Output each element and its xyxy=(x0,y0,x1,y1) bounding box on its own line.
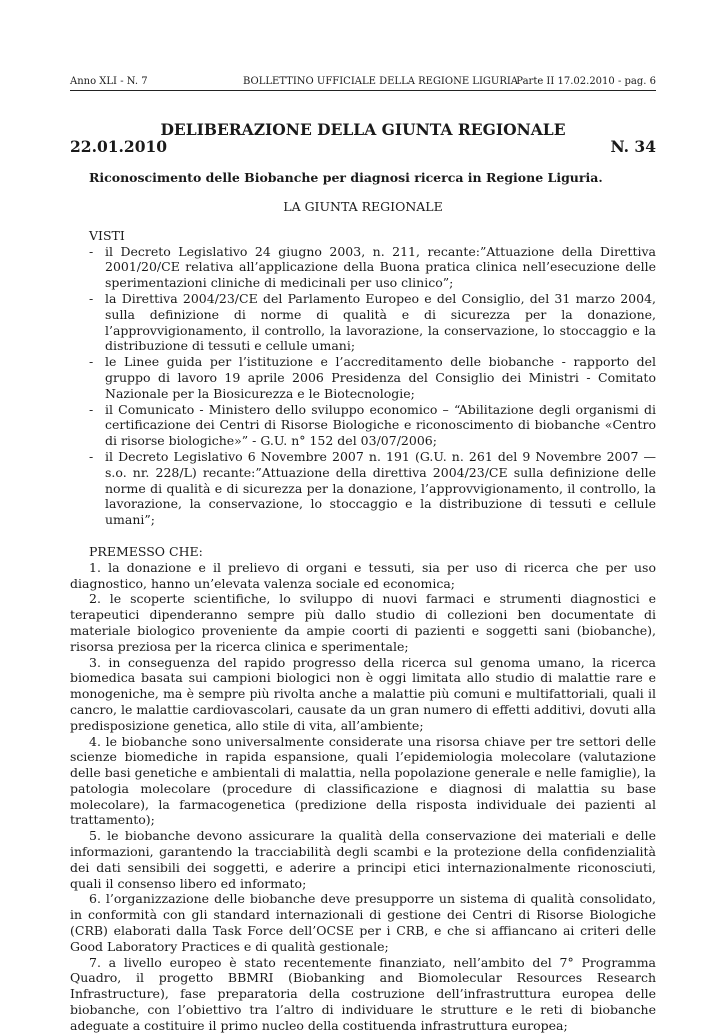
deliberation-date: 22.01.2010 xyxy=(70,137,168,156)
issue-number: Anno XLI - N. 7 xyxy=(70,76,148,87)
visti-list xyxy=(70,244,656,528)
page-reference: Parte II 17.02.2010 - pag. 6 xyxy=(516,76,656,87)
paragraph: 1. la donazione e il prelievo di organi e tessuti, sia per uso di ricerca che per uso diagnostico, hanno un’elevata valenza sociale ed economica; xyxy=(70,559,656,591)
deliberation-subject: Riconoscimento delle Biobanche per diagnosi ricerca in Regione Liguria. xyxy=(89,170,603,185)
document-body xyxy=(70,199,656,1034)
section-heading: LA GIUNTA REGIONALE xyxy=(283,199,443,214)
paragraph: 5. le biobanche devono assicurare la qualità della conservazione dei materiali e delle informazioni, garantendo la tracciabilità degli scambi e la protezione della confidenzialità dei dati sensibili dei soggetti, e aderire a principi etici internazionalmente riconosciuti, quali il consenso libero ed informato; xyxy=(70,828,656,891)
visti-label: VISTI xyxy=(89,227,125,243)
paragraph: 2. le scoperte scientifiche, lo sviluppo di nuovi farmaci e strumenti diagnostici e terapeutici dipenderanno sempre più dallo studio di collezioni ben documentate di materiale biologico proveniente da ampie coorti di pazienti e soggetti sani (biobanche), risorsa preziosa per la ricerca clinica e sperimentale; xyxy=(70,591,656,654)
list-item: - la Direttiva 2004/23/CE del Parlamento Europeo e del Consiglio, del 31 marzo 2004, sulla definizione di norme di qualità e di sicurezza per la donazione, l’approvvigionamento, il controllo, la lavorazione, la conservazione, lo stoccaggio e la distribuzione di tessuti e cellule umani; xyxy=(89,290,656,354)
list-item: - il Decreto Legislativo 24 giugno 2003, n. 211, recante:”Attuazione della Direttiva 2001/20/CE relativa all’applicazione della Buona pratica clinica nell’esecuzione delle sperimentazioni cliniche di medicinali per uso clinico”; xyxy=(89,243,656,291)
spacer xyxy=(70,528,656,544)
premesso-label: PREMESSO CHE: xyxy=(89,543,203,559)
list-item: - le Linee guida per l’istituzione e l’accreditamento delle biobanche - rapporto del gruppo di lavoro 19 aprile 2006 Presidenza del Consiglio dei Ministri - Comitato Nazionale per la Biosicurezza e le Biotecnologie; xyxy=(89,354,656,401)
page-header xyxy=(70,76,656,91)
paragraph: 4. le biobanche sono universalmente considerate una risorsa chiave per tre settori delle scienze biomediche in rapida espansione, quali l’epidemiologia molecolare (valutazione delle basi genetiche e ambientali di malattia, nella popolazione generale e nelle famiglie), la patologia molecolare (procedure di classificazione e diagnosi di malattia su base molecolare), la farmacogenetica (predizione della risposta individuale dei pazienti al trattamento); xyxy=(70,733,656,828)
paragraph: 3. in conseguenza del rapido progresso della ricerca sul genoma umano, la ricerca biomedica basata sui campioni biologici non è oggi limitata allo studio di malattie rare e monogeniche, ma è sempre più rivolta anche a malattie più comuni e multifattoriali, quali il cancro, le malattie cardiovascolari, causate da un gran numero di effetti additivi, dovuti alla predisposizione genetica, allo stile di vita, all’ambiente; xyxy=(70,654,656,733)
paragraph: 7. a livello europeo è stato recentemente finanziato, nell’ambito del 7° Programma Quadro, il progetto BBMRI (Biobanking and Biomolecular Resources Research Infrastructure), fase preparatoria della costruzione dell’infrastruttura europea delle biobanche, con l’obiettivo tra l’altro di individuare le strutture e le reti di biobanche adeguate a costituire il primo nucleo della costituenda infrastruttura europea; xyxy=(70,954,656,1033)
list-item: - il Comunicato - Ministero dello sviluppo economico – “Abilitazione degli organismi di certificazione dei Centri di Risorse Biologiche e riconoscimento di biobanche «Centro di risorse biologiche»” - G.U. n° 152 del 03/07/2006; xyxy=(89,401,656,449)
bulletin-title: BOLLETTINO UFFICIALE DELLA REGIONE LIGURIA xyxy=(243,76,519,87)
paragraph: 6. l’organizzazione delle biobanche deve presupporre un sistema di qualità consolidato, in conformità con gli standard internazionali di gestione dei Centri di Risorse Biologiche (CRB) elaborati dalla Task Force dell’OCSE per i CRB, e che si affiancano ai criteri delle Good Laboratory Practices e di qualità gestionale; xyxy=(70,891,656,954)
deliberation-number: N. 34 xyxy=(610,137,656,156)
deliberation-title: DELIBERAZIONE DELLA GIUNTA REGIONALE xyxy=(160,120,566,139)
list-item: - il Decreto Legislativo 6 Novembre 2007 n. 191 (G.U. n. 261 del 9 Novembre 2007 — s.o. nr. 228/L) recante:”Attuazione della direttiva 2004/23/CE sulla definizione delle norme di qualità e di sicurezza per la donazione, l’approvvigionamento, il controllo, la lavorazione, la conservazione, lo stoccaggio e la distribuzione di tessuti e cellule umani”; xyxy=(89,448,656,528)
